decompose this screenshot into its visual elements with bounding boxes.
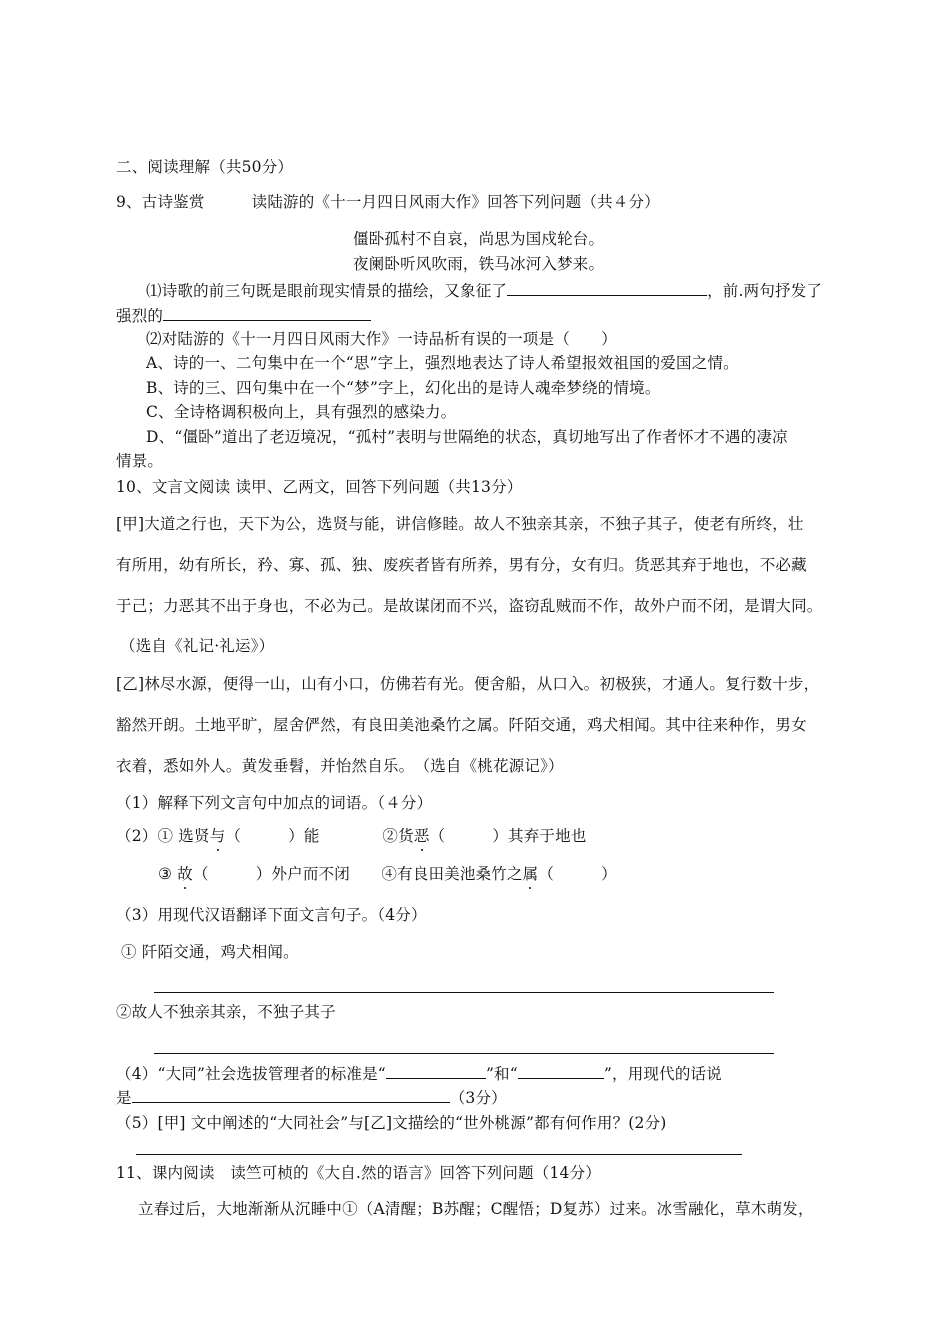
- q9-option-d-line2: 情景。: [116, 452, 164, 470]
- dotted-word-shu: 属: [522, 865, 539, 883]
- q10-sub4-line2: [116, 1087, 507, 1108]
- answer-line-3[interactable]: [136, 1154, 742, 1155]
- q10-sub2-text-a: （2）① 选贤: [116, 827, 210, 845]
- q9-sub1-line2: [116, 305, 371, 326]
- q10-sub2b-text-a: ③: [158, 865, 178, 883]
- q10-sub4-text-c: ”，用现代的话说: [603, 1065, 722, 1083]
- q10-sub4-text-b: ”和“: [485, 1065, 518, 1083]
- q10-sub4-blank-3[interactable]: [132, 1087, 450, 1103]
- q10-sub2b-text-b: （ ）外户而不闭 ④有良田美池桑竹之: [192, 865, 523, 883]
- q9-sub1-blank-1[interactable]: [507, 280, 707, 296]
- q10-sub5: （5）[甲] 文中阐述的“大同社会”与[乙]文描绘的“世外桃源”都有何作用？(2分): [116, 1114, 667, 1132]
- q10-sub4-text-e: （3分）: [449, 1089, 507, 1107]
- q10-sub2-line1: [116, 826, 587, 846]
- q9-option-b: B、诗的三、四句集中在一个“梦”字上，幻化出的是诗人魂牵梦绕的情境。: [146, 379, 661, 397]
- q9-sub2: ⑵对陆游的《十一月四日风雨大作》一诗品析有误的一项是（ ）: [146, 330, 618, 348]
- q10-sub4-text-d: 是: [116, 1089, 132, 1107]
- text-yi-line3: 衣着，悉如外人。黄发垂髫，并怡然自乐。 （选自《桃花源记》）: [116, 757, 564, 775]
- q10-sub4-line1: [116, 1063, 722, 1084]
- q10-sub4-text-a: （4）“大同”社会选拔管理者的标准是“: [116, 1065, 386, 1083]
- q10-sub4-blank-2[interactable]: [518, 1063, 604, 1079]
- q10-sub2-text-b: （ ）能 ②货: [225, 827, 414, 845]
- text-yi-line2: 豁然开朗。土地平旷，屋舍俨然，有良田美池桑竹之属。阡陌交通，鸡犬相闻。其中往来种作，男女: [116, 716, 807, 734]
- text-jia-line1: [甲]大道之行也，天下为公，选贤与能，讲信修睦。故人不独亲其亲，不独子其子，使老有所终，壮: [116, 515, 804, 533]
- text-jia-source: （选自《礼记·礼运》）: [120, 637, 275, 655]
- q9-option-c: C、全诗格调积极向上，具有强烈的感染力。: [146, 403, 457, 421]
- q9-sub1-text-a: ⑴诗歌的前三句既是眼前现实情景的描绘，又象征了: [146, 282, 508, 300]
- q10-sub2-line2: [158, 864, 617, 884]
- q9-option-a: A、诗的一、二句集中在一个“思”字上，强烈地表达了诗人希望报效祖国的爱国之情。: [146, 354, 739, 372]
- q10-sub3-item2: ②故人不独亲其亲，不独子其子: [116, 1003, 336, 1021]
- q10-sub3: （3）用现代汉语翻译下面文言句子。（4分）: [116, 906, 427, 924]
- q10-sub2b-text-c: （ ）: [538, 865, 617, 883]
- q10-sub3-item1: ① 阡陌交通，鸡犬相闻。: [121, 943, 299, 961]
- q11-paragraph-1: 立春过后，大地渐渐从沉睡中①（A清醒；B苏醒；C醒悟；D复苏）过来。冰雪融化，草木萌发，: [138, 1200, 814, 1218]
- text-yi-line1: [乙]林尽水源，便得一山，山有小口，仿佛若有光。便舍船，从口入。初极狭，才通人。复行数十步，: [116, 675, 820, 693]
- q10-sub4-blank-1[interactable]: [386, 1063, 486, 1079]
- text-jia-line2: 有所用，幼有所长，矜、寡、孤、独、废疾者皆有所养，男有分，女有归。货恶其弃于地也，不必藏: [116, 556, 807, 574]
- poem-line-1: 僵卧孤村不自哀，尚思为国戍轮台。: [353, 230, 605, 248]
- dotted-word-gu: 故: [177, 865, 193, 883]
- q9-sub1-text-c: 强烈的: [116, 307, 164, 325]
- poem-line-2: 夜阑卧听风吹雨，铁马冰河入梦来。: [353, 255, 605, 273]
- q9-sub1-text-b: ，前.两句抒发了: [707, 282, 823, 300]
- q10-sub2-text-c: （ ）其弃于地也: [429, 827, 587, 845]
- text-jia-line3: 于己；力恶其不出于身也，不必为己。是故谋闭而不兴，盗窃乱贼而不作，故外户而不闭，是谓大同。: [116, 597, 823, 615]
- dotted-word-yu: 与: [209, 827, 226, 845]
- section-title: 二、阅读理解（共50分）: [116, 158, 294, 176]
- q10-header: 10、文言文阅读 读甲、乙两文，回答下列问题（共13分）: [116, 478, 523, 496]
- q9-sub1-blank-2[interactable]: [163, 305, 371, 321]
- q9-option-d-line1: D、“僵卧”道出了老迈境况，“孤村”表明与世隔绝的状态，真切地写出了作者怀才不遇的凄凉: [146, 428, 788, 446]
- q11-header: 11、课内阅读 读竺可桢的《大自.然的语言》回答下列问题（14分）: [116, 1164, 601, 1182]
- dotted-word-wu: 恶: [413, 827, 430, 845]
- q9-sub1-line1: [146, 280, 822, 301]
- answer-line-2[interactable]: [154, 1053, 774, 1054]
- answer-line-1[interactable]: [154, 992, 774, 993]
- q10-sub1: （1）解释下列文言句中加点的词语。（４分）: [116, 794, 433, 812]
- q9-header: 9、古诗鉴赏 读陆游的《十一月四日风雨大作》回答下列问题（共４分）: [116, 193, 660, 211]
